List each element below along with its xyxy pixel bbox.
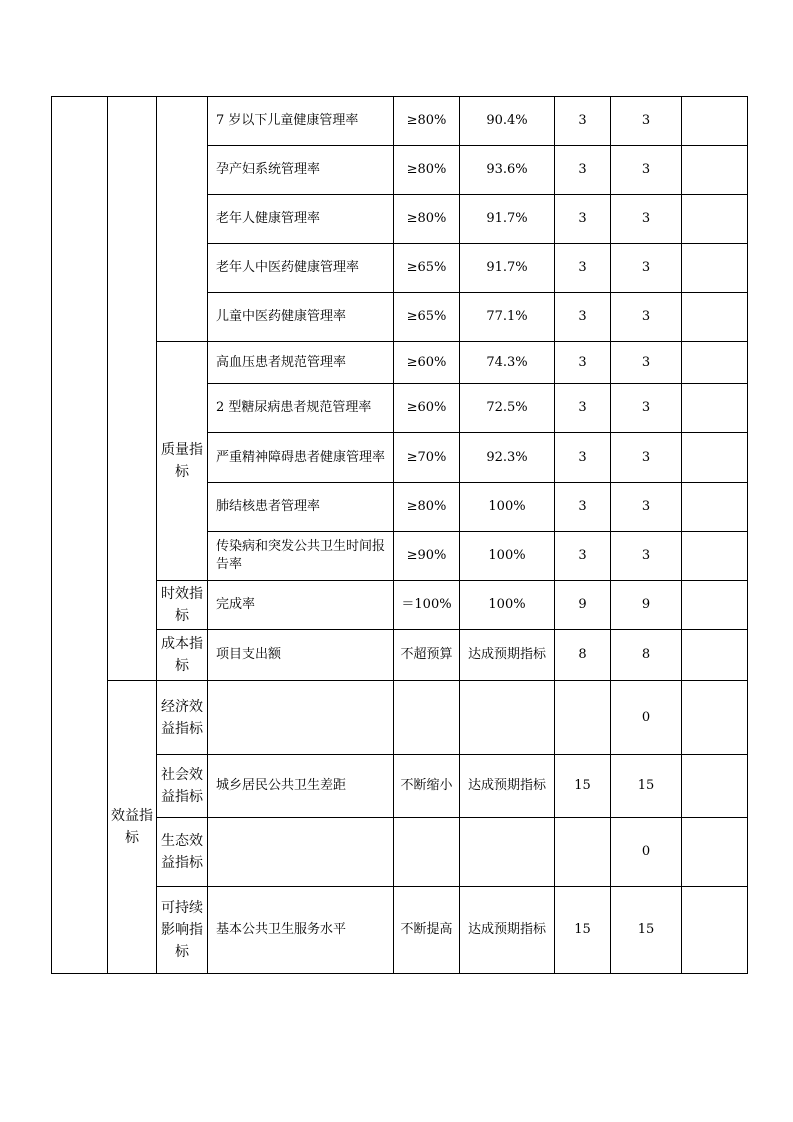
actual-value: 72.5% xyxy=(460,384,555,433)
indicator-name: 严重精神障碍患者健康管理率 xyxy=(208,433,394,483)
weight-value: 3 xyxy=(555,97,611,146)
note-cell xyxy=(682,244,748,293)
level2-cell-output xyxy=(108,97,157,681)
target-value: ≥65% xyxy=(394,293,460,342)
table-row xyxy=(52,887,748,974)
weight-value: 3 xyxy=(555,433,611,483)
actual-value xyxy=(460,818,555,887)
target-value: 不断提高 xyxy=(394,887,460,974)
score-value: 8 xyxy=(611,630,682,681)
weight-value: 9 xyxy=(555,581,611,630)
category-social: 社会效益指标 xyxy=(157,755,208,818)
category-quality: 质量指标 xyxy=(157,342,208,581)
score-value: 15 xyxy=(611,887,682,974)
indicator-name: 老年人健康管理率 xyxy=(208,195,394,244)
indicator-name: 儿童中医药健康管理率 xyxy=(208,293,394,342)
actual-value: 93.6% xyxy=(460,146,555,195)
actual-value: 100% xyxy=(460,581,555,630)
weight-value xyxy=(555,818,611,887)
note-cell xyxy=(682,532,748,581)
actual-value: 达成预期指标 xyxy=(460,887,555,974)
actual-value: 91.7% xyxy=(460,244,555,293)
table-row xyxy=(52,818,748,887)
target-value: ≥90% xyxy=(394,532,460,581)
weight-value: 15 xyxy=(555,755,611,818)
weight-value: 15 xyxy=(555,887,611,974)
score-value: 3 xyxy=(611,384,682,433)
target-value: ≥80% xyxy=(394,97,460,146)
table-row xyxy=(52,97,748,146)
table-row xyxy=(52,630,748,681)
indicator-name: 完成率 xyxy=(208,581,394,630)
weight-value xyxy=(555,681,611,755)
actual-value: 74.3% xyxy=(460,342,555,384)
target-value: ≥60% xyxy=(394,384,460,433)
weight-value: 3 xyxy=(555,342,611,384)
table-row xyxy=(52,581,748,630)
score-value: 3 xyxy=(611,195,682,244)
actual-value: 达成预期指标 xyxy=(460,755,555,818)
weight-value: 3 xyxy=(555,244,611,293)
target-value: ≥70% xyxy=(394,433,460,483)
weight-value: 3 xyxy=(555,483,611,532)
score-value: 0 xyxy=(611,681,682,755)
note-cell xyxy=(682,195,748,244)
weight-value: 8 xyxy=(555,630,611,681)
indicator-name: 2 型糖尿病患者规范管理率 xyxy=(208,384,394,433)
actual-value: 90.4% xyxy=(460,97,555,146)
weight-value: 3 xyxy=(555,384,611,433)
category-benefit: 效益指标 xyxy=(108,681,157,974)
target-value: ≥80% xyxy=(394,146,460,195)
indicator-name: 项目支出额 xyxy=(208,630,394,681)
actual-value: 92.3% xyxy=(460,433,555,483)
score-value: 3 xyxy=(611,483,682,532)
table-row xyxy=(52,755,748,818)
weight-value: 3 xyxy=(555,293,611,342)
score-value: 3 xyxy=(611,342,682,384)
actual-value: 100% xyxy=(460,483,555,532)
score-value: 3 xyxy=(611,244,682,293)
target-value xyxy=(394,818,460,887)
level1-cell xyxy=(52,97,108,974)
category-sustainable: 可持续影响指标 xyxy=(157,887,208,974)
note-cell xyxy=(682,581,748,630)
indicator-name xyxy=(208,681,394,755)
indicator-name xyxy=(208,818,394,887)
performance-indicator-table xyxy=(51,96,748,974)
indicator-name: 7 岁以下儿童健康管理率 xyxy=(208,97,394,146)
note-cell xyxy=(682,818,748,887)
indicator-name: 传染病和突发公共卫生时间报告率 xyxy=(208,532,394,581)
target-value: 不超预算 xyxy=(394,630,460,681)
note-cell xyxy=(682,384,748,433)
note-cell xyxy=(682,342,748,384)
note-cell xyxy=(682,630,748,681)
table-row xyxy=(52,342,748,384)
note-cell xyxy=(682,97,748,146)
target-value: 不断缩小 xyxy=(394,755,460,818)
score-value: 15 xyxy=(611,755,682,818)
actual-value: 77.1% xyxy=(460,293,555,342)
weight-value: 3 xyxy=(555,532,611,581)
note-cell xyxy=(682,681,748,755)
note-cell xyxy=(682,755,748,818)
actual-value xyxy=(460,681,555,755)
target-value: ≥60% xyxy=(394,342,460,384)
actual-value: 91.7% xyxy=(460,195,555,244)
score-value: 0 xyxy=(611,818,682,887)
score-value: 3 xyxy=(611,146,682,195)
indicator-name: 老年人中医药健康管理率 xyxy=(208,244,394,293)
score-value: 3 xyxy=(611,97,682,146)
target-value: ≥80% xyxy=(394,195,460,244)
indicator-name: 孕产妇系统管理率 xyxy=(208,146,394,195)
indicator-name: 基本公共卫生服务水平 xyxy=(208,887,394,974)
table-row xyxy=(52,681,748,755)
note-cell xyxy=(682,483,748,532)
score-value: 3 xyxy=(611,433,682,483)
category-cost: 成本指标 xyxy=(157,630,208,681)
actual-value: 达成预期指标 xyxy=(460,630,555,681)
note-cell xyxy=(682,146,748,195)
note-cell xyxy=(682,887,748,974)
indicator-name: 高血压患者规范管理率 xyxy=(208,342,394,384)
indicator-name: 城乡居民公共卫生差距 xyxy=(208,755,394,818)
actual-value: 100% xyxy=(460,532,555,581)
note-cell xyxy=(682,293,748,342)
target-value: ≥80% xyxy=(394,483,460,532)
target-value: ≥65% xyxy=(394,244,460,293)
indicator-name: 肺结核患者管理率 xyxy=(208,483,394,532)
category-ecological: 生态效益指标 xyxy=(157,818,208,887)
target-value: ＝100% xyxy=(394,581,460,630)
note-cell xyxy=(682,433,748,483)
weight-value: 3 xyxy=(555,195,611,244)
level3-cell-quantity xyxy=(157,97,208,342)
category-timeliness: 时效指标 xyxy=(157,581,208,630)
score-value: 3 xyxy=(611,293,682,342)
category-economic: 经济效益指标 xyxy=(157,681,208,755)
target-value xyxy=(394,681,460,755)
score-value: 9 xyxy=(611,581,682,630)
weight-value: 3 xyxy=(555,146,611,195)
score-value: 3 xyxy=(611,532,682,581)
